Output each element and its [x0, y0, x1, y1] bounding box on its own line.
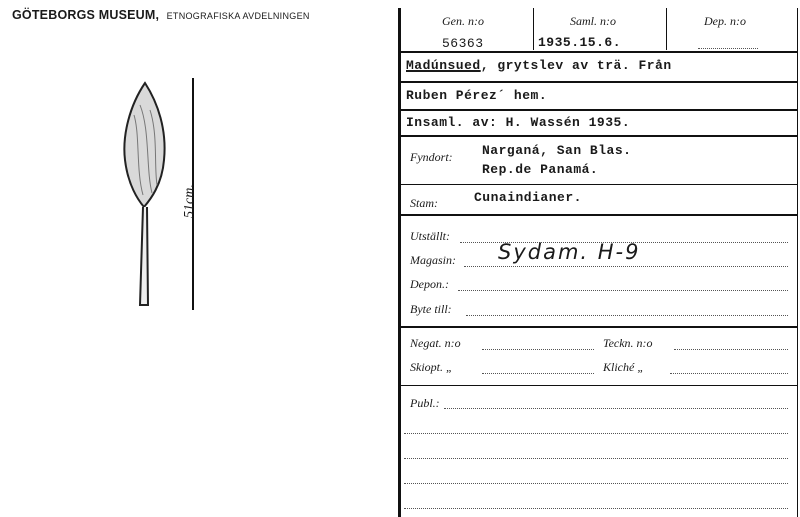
- publ-line-1: [444, 408, 788, 409]
- fyndort-value-line-1: Narganá, San Blas.: [482, 143, 632, 158]
- fyndort-label: Fyndort:: [410, 150, 453, 164]
- row-line-3: [398, 109, 798, 111]
- wooden-ladle-sketch: [110, 75, 190, 315]
- publ-label: Publ.:: [410, 396, 440, 410]
- row-line-6: [398, 214, 798, 216]
- magasin-label: Magasin:: [410, 253, 456, 267]
- row-line-2: [398, 81, 798, 83]
- object-name: Madúnsued: [406, 58, 481, 73]
- col-divider-2: [666, 8, 667, 50]
- kliche-line: [670, 373, 788, 374]
- row-line-5: [398, 184, 798, 185]
- skiopt-line: [482, 373, 594, 374]
- dep-number-label: Dep. n:o: [704, 14, 746, 28]
- saml-number-value: 1935.15.6.: [538, 35, 622, 50]
- description-line-3: Insaml. av: H. Wassén 1935.: [406, 115, 631, 130]
- byte-till-line: [466, 315, 788, 316]
- publ-line-5: [404, 508, 788, 509]
- negat-number-label: Negat. n:o: [410, 336, 461, 350]
- description-line-2: Ruben Pérez´ hem.: [406, 88, 548, 103]
- gen-number-label: Gen. n:o: [442, 14, 484, 28]
- saml-number-label: Saml. n:o: [570, 14, 616, 28]
- catalogue-card: [398, 8, 800, 517]
- skiopt-label: Skiopt. „: [410, 360, 453, 374]
- utstallt-label: Utställt:: [410, 229, 451, 243]
- publ-line-2: [404, 433, 788, 434]
- row-line-4: [398, 135, 798, 137]
- department-name: ETNOGRAFISKA AVDELNINGEN: [166, 11, 310, 21]
- museum-name: GÖTEBORGS MUSEUM,: [12, 8, 160, 22]
- col-divider-1: [533, 8, 534, 50]
- publ-line-3: [404, 458, 788, 459]
- description-line-1: [406, 58, 672, 73]
- negat-number-line: [482, 349, 594, 350]
- gen-number-value: 56363: [442, 36, 484, 51]
- scale-label: 51cm.: [182, 184, 197, 218]
- card-right-border: [797, 8, 798, 517]
- row-line-7: [398, 326, 798, 328]
- byte-till-label: Byte till:: [410, 302, 452, 316]
- magasin-line: [464, 266, 788, 267]
- stam-label: Stam:: [410, 196, 438, 210]
- magasin-value: Sydam. H-9: [498, 240, 641, 264]
- museum-header: [12, 6, 310, 24]
- teckn-number-line: [674, 349, 788, 350]
- row-line-1: [398, 51, 798, 53]
- card-left-border: [398, 8, 401, 517]
- teckn-number-label: Teckn. n:o: [603, 336, 653, 350]
- description-line-1-rest: , grytslev av trä. Från: [480, 58, 672, 73]
- kliche-label: Kliché „: [603, 360, 644, 374]
- publ-line-4: [404, 483, 788, 484]
- fyndort-value-line-2: Rep.de Panamá.: [482, 162, 599, 177]
- dep-number-line: [698, 48, 758, 49]
- depon-line: [458, 290, 788, 291]
- row-line-8: [398, 385, 798, 386]
- depon-label: Depon.:: [410, 277, 449, 291]
- stam-value: Cunaindianer.: [474, 190, 582, 205]
